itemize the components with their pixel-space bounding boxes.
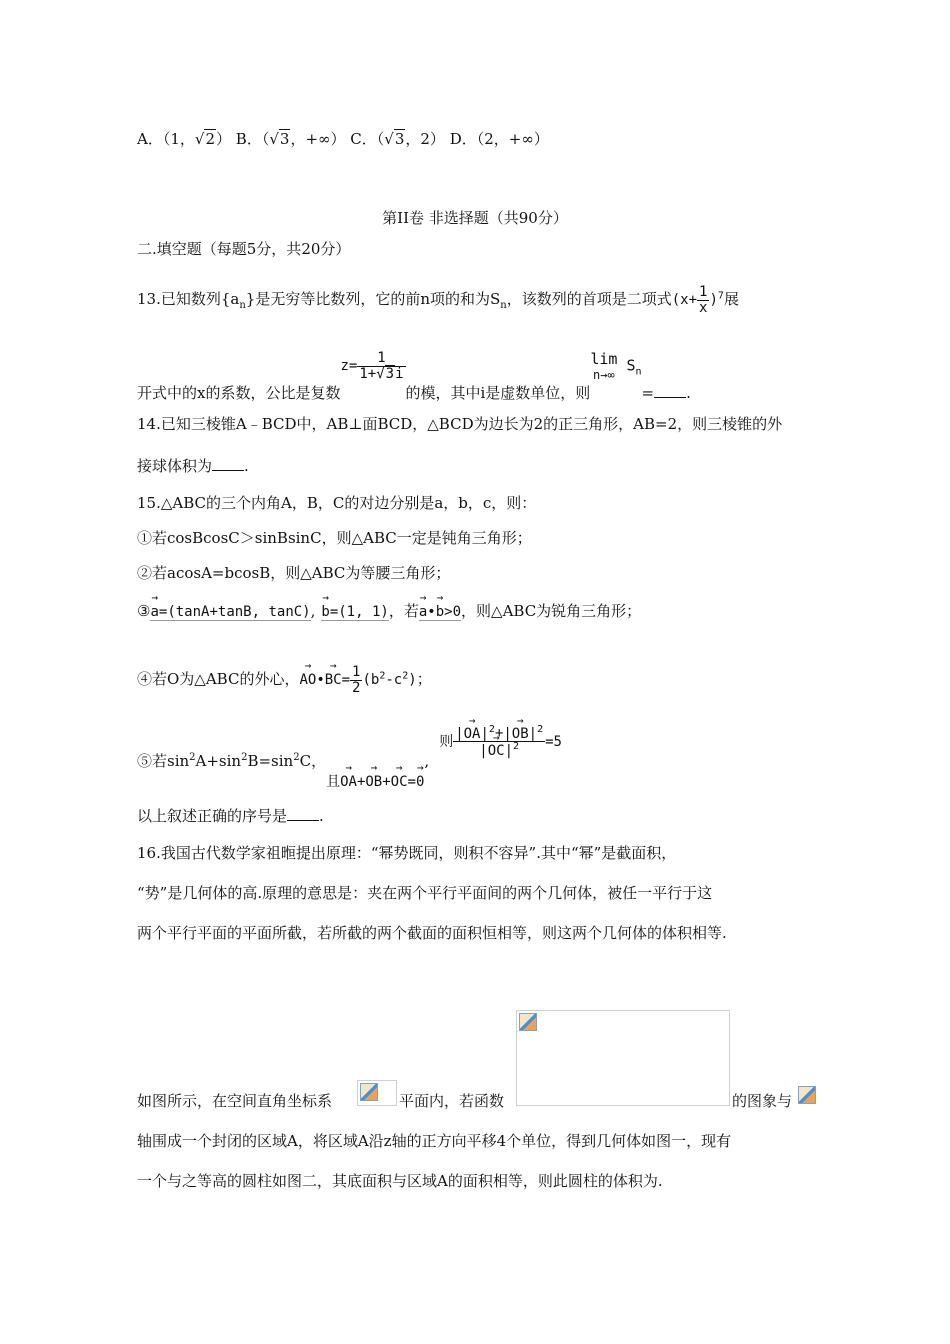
q13-line1: 13.已知数列$\{a_n\}$是无穷等比数列，它的前n项的和为$S_n$，该数列的首项是二项式(x+ $\frac{1}{x}$ )$^7$展	[137, 284, 739, 316]
answer-options	[137, 128, 549, 149]
option-c: C．（√3，2）	[350, 130, 445, 148]
q15-statement-2: ②若acosA=bcosB，则△ABC为等腰三角形；	[137, 564, 451, 582]
answer-blank[interactable]	[287, 820, 319, 821]
q16-line4-c: 的图象与	[732, 1092, 793, 1110]
limit-formula: lim n→∞ $S_n$	[590, 350, 642, 382]
q16-line4: 如图所示，在空间直角坐标系	[137, 1092, 333, 1110]
vector-a-formula: → a=(tanA+tanB, tanC)	[150, 604, 310, 621]
q14-line1: 14.已知三棱锥A﹣BCD中，AB⊥面BCD，△BCD为边长为2的正三角形，AB=2，则三棱锥的外	[137, 415, 783, 433]
q15-stem: 15.△ABC的三个内角A，B，C的对边分别是a，b，c，则：	[137, 494, 537, 512]
ratio-formula: 则 → $|OA|^2+\to |OB|^2$ → $|OC|^2$ =5	[439, 725, 562, 759]
q16-line4-b: 平面内，若函数	[399, 1092, 505, 1110]
q15-statement-4: ④若O为△ABC的外心，→ AO•→ BC= $\frac{1}{2}$ $(b^2-c^2)$；	[137, 665, 432, 695]
q16-line6: 一个与之等高的圆柱如图二，其底面积与区域A的面积相等，则此圆柱的体积为.	[137, 1172, 663, 1190]
q16-line3: 两个平行平面的平面所截，若所截的两个截面的面积恒相等，则这两个几何体的体积相等.	[137, 924, 727, 942]
q14-line2: 接球体积为 .	[137, 457, 249, 475]
q15-statement-3: ③→ a=(tanA+tanB, tanC),→ b=(1, 1)，若→ a•→ b>0，则△ABC为锐角三角形；	[137, 600, 641, 621]
section-title: 第II卷 非选择题（共90分）	[382, 209, 568, 227]
q15-statement-1: ①若cosBcosC＞sinBsinC，则△ABC一定是钝角三角形；	[137, 529, 532, 547]
q16-line5: 轴围成一个封闭的区域A，将区域A沿z轴的正方向平移4个单位，得到几何体如图一，现有	[137, 1132, 732, 1150]
answer-blank[interactable]	[212, 470, 244, 471]
q13-line2: 开式中的x的系数，公比是复数z= $\frac{1}{1+√3i}$ 的模，其中i是虚数单位，则 lim n→∞ $S_n=$ .	[137, 349, 691, 402]
q15-statement-5: ⑤若$\sin^2A+\sin^2B=\sin^2C$，且→ OA+→ OB+→ OC=→ 0,则 → $|OA|^2+\to |OB|^2$ → $|OC|^2$ =5	[137, 735, 562, 769]
vector-b-formula: → b=(1, 1)	[321, 604, 388, 621]
broken-image-placeholder	[798, 1086, 816, 1106]
circumcenter-formula: → AO•→ BC= $\frac{1}{2}$ $(b^2-c^2)$	[299, 665, 416, 695]
vector-sum-formula: 且→ OA+→ OB+→ OC=→ 0	[326, 774, 424, 790]
dot-product-formula: → a•→ b>0	[419, 604, 461, 621]
option-d: D．（2，+∞）	[449, 130, 549, 148]
complex-formula: z= $\frac{1}{1+√3i}$	[340, 349, 404, 382]
fill-in-heading: 二.填空题（每题5分，共20分）	[137, 240, 351, 258]
q16-line1: 16.我国古代数学家祖暅提出原理：“幂势既同，则积不容异”.其中“幂”是截面积，	[137, 844, 677, 862]
q15-tail: 以上叙述正确的序号是 .	[137, 807, 324, 825]
option-a: A．（1，√2）	[137, 130, 232, 148]
broken-image-placeholder	[357, 1080, 397, 1106]
option-b: B．（√3，+∞）	[235, 130, 346, 148]
q16-line2: “势”是几何体的高.原理的意思是：夹在两个平行平面间的两个几何体，被任一平行于这	[137, 884, 713, 902]
broken-image-placeholder	[516, 1010, 730, 1106]
binomial-formula: (x+ $\frac{1}{x}$ )$^7$	[671, 284, 724, 316]
